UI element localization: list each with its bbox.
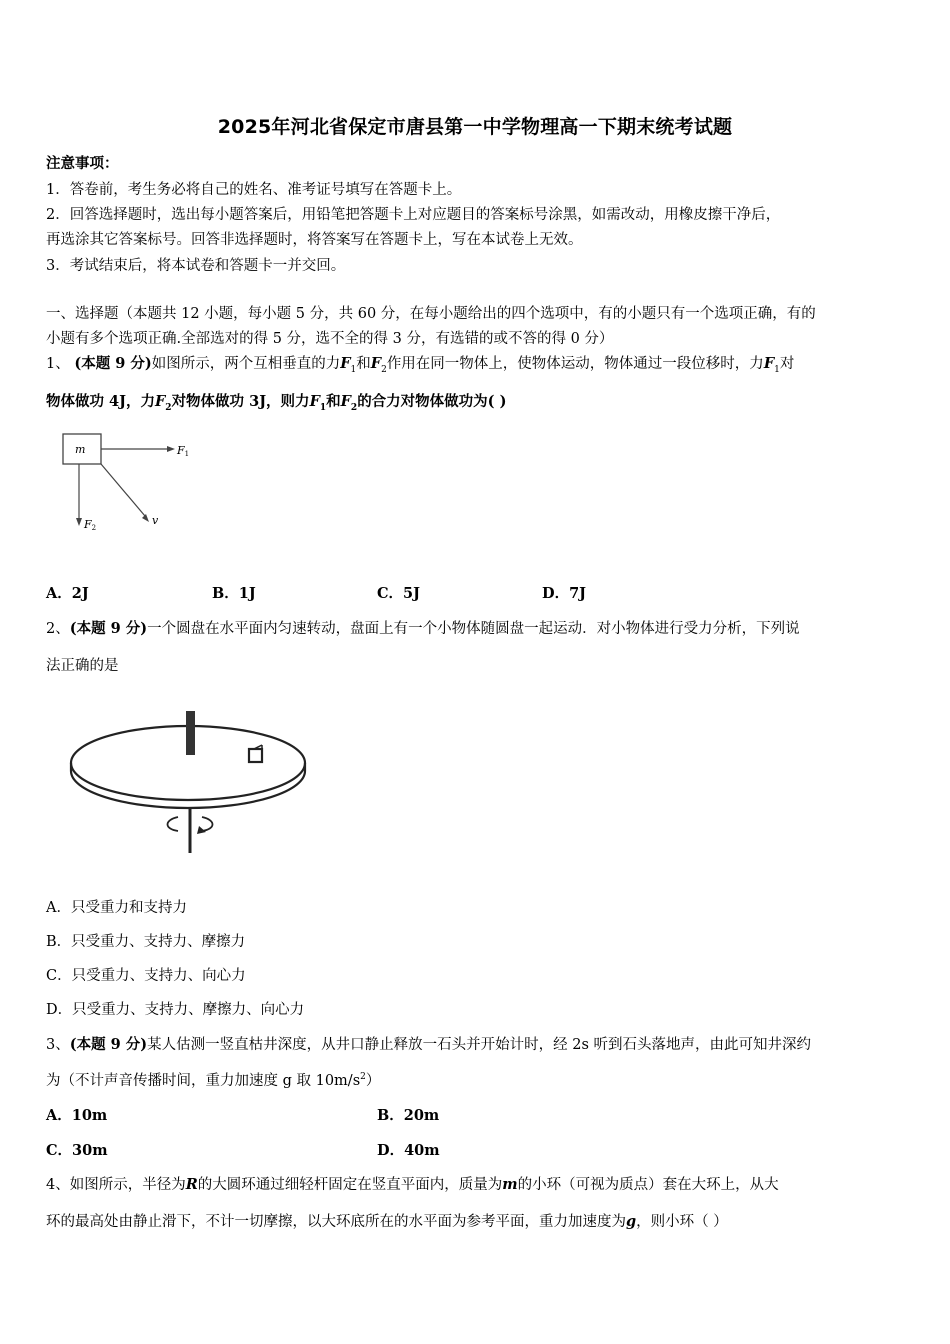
question-3-line-1 <box>46 1033 811 1054</box>
question-1-line-1 <box>46 352 794 375</box>
question-4-line-1 <box>46 1173 779 1194</box>
v-arrowhead <box>142 514 149 522</box>
force-symbol: F <box>340 393 351 410</box>
axle-top <box>186 711 195 755</box>
option-c[interactable]: C．5J <box>377 585 420 602</box>
question-score: (本题 9 分) <box>69 620 148 637</box>
question-2-line-2: 法正确的是 <box>46 658 119 674</box>
option-a[interactable]: A．10m <box>46 1107 108 1124</box>
force-symbol: F <box>370 355 382 372</box>
subscript: 1 <box>774 364 780 375</box>
question-number: 1、 <box>46 356 70 372</box>
notice-item: 3．考试结束后，将本试卷和答题卡一并交回。 <box>46 258 346 274</box>
question-text: 某人估测一竖直枯井深度，从井口静止释放一石头并开始计时，经 2s 听到石头落地声，由此可知井深约 <box>147 1037 812 1053</box>
question-1-line-2 <box>46 390 506 413</box>
subscript: 1 <box>319 402 327 413</box>
section-header-line: 一、选择题（本题共 12 小题，每小题 5 分，共 60 分，在每小题给出的四个选项中，有的小题只有一个选项正确，有的 <box>46 306 816 322</box>
subscript: 2 <box>165 402 172 413</box>
force-symbol: F <box>763 355 775 372</box>
question-text: 物体做功 4J，力 <box>46 393 155 410</box>
superscript: 2 <box>360 1072 366 1083</box>
notice-item: 1．答卷前，考生务必将自己的姓名、准考证号填写在答题卡上。 <box>46 182 462 198</box>
question-number: 4、 <box>46 1177 70 1193</box>
question-text: 环的最高处由静止滑下，不计一切摩擦，以大环底所在的水平面为参考平面，重力加速度为 <box>46 1214 626 1230</box>
force-symbol: F <box>309 393 320 410</box>
question-text: 如图所示，两个互相垂直的力 <box>151 356 341 372</box>
f1-label: F1 <box>177 444 190 458</box>
question-2-line-1 <box>46 617 800 638</box>
question-text: 的大圆环通过细轻杆固定在竖直平面内，质量为 <box>197 1177 503 1193</box>
f2-arrowhead <box>76 518 82 526</box>
question-score: (本题 9 分) <box>69 1036 148 1053</box>
question-number: 2、 <box>46 621 70 637</box>
question-text: 对物体做功 3J，则力 <box>171 393 310 410</box>
question-text: ，则小环（ ） <box>636 1214 728 1230</box>
option-a[interactable]: A．只受重力和支持力 <box>46 900 187 916</box>
question-4-line-2 <box>46 1210 728 1231</box>
v-arrow-line <box>101 464 145 516</box>
mass-symbol: m <box>502 1176 518 1193</box>
option-d[interactable]: D．只受重力、支持力、摩擦力、向心力 <box>46 1002 305 1018</box>
option-d[interactable]: D．40m <box>377 1142 440 1159</box>
option-d[interactable]: D．7J <box>542 585 587 602</box>
question-text: 如图所示，半径为 <box>69 1177 186 1193</box>
question-score: (本题 9 分) <box>74 355 152 372</box>
gravity-symbol: g <box>626 1213 637 1230</box>
option-c[interactable]: C．30m <box>46 1142 108 1159</box>
question-3-line-2 <box>46 1069 380 1090</box>
question-text: 为（不计声音传播时间，重力加速度 g 取 10m/s <box>46 1073 361 1089</box>
question-text: 一个圆盘在水平面内匀速转动，盘面上有一个小物体随圆盘一起运动．对小物体进行受力分析，下列说 <box>147 621 800 637</box>
f1-arrowhead <box>167 446 175 452</box>
question-text: 作用在同一物体上，使物体运动，物体通过一段位移时，力 <box>386 356 764 372</box>
notice-item: 再选涂其它答案标号。回答非选择题时，将答案写在答题卡上，写在本试卷上无效。 <box>46 232 583 248</box>
section-header-line: 小题有多个选项正确.全部选对的得 5 分，选不全的得 3 分，有选错的或不答的得 0 分） <box>46 331 614 347</box>
subscript: 2 <box>381 364 387 375</box>
f2-label: F2 <box>84 518 97 532</box>
force-symbol: F <box>340 355 351 372</box>
radius-symbol: R <box>185 1176 198 1193</box>
force-diagram <box>55 430 205 540</box>
question-text: ） <box>365 1073 381 1089</box>
option-a[interactable]: A．2J <box>46 585 89 602</box>
question-text: 和 <box>326 393 341 410</box>
small-object <box>249 749 262 762</box>
mass-label: m <box>75 443 86 456</box>
notice-item: 2．回答选择题时，选出每小题答案后，用铅笔把答题卡上对应题目的答案标号涂黑，如需改动，用橡皮擦干净后， <box>46 207 781 223</box>
question-text: 的小环（可视为质点）套在大环上，从大 <box>517 1177 779 1193</box>
v-label: v <box>152 514 159 527</box>
question-text: 的合力对物体做功为( ) <box>357 393 507 410</box>
subscript: 1 <box>350 364 357 375</box>
question-number: 3、 <box>46 1037 70 1053</box>
page-title: 2025年河北省保定市唐县第一中学物理高一下期末统考试题 <box>217 116 733 138</box>
subscript: 2 <box>350 402 358 413</box>
option-b[interactable]: B．只受重力、支持力、摩擦力 <box>46 934 246 950</box>
question-text: 对 <box>779 356 795 372</box>
notice-header: 注意事项： <box>46 155 119 172</box>
option-c[interactable]: C．只受重力、支持力、向心力 <box>46 968 246 984</box>
rotating-disc-diagram <box>66 705 336 860</box>
option-b[interactable]: B．1J <box>212 585 256 602</box>
option-b[interactable]: B．20m <box>377 1107 440 1124</box>
question-text: 和 <box>356 356 371 372</box>
force-symbol: F <box>155 393 166 410</box>
